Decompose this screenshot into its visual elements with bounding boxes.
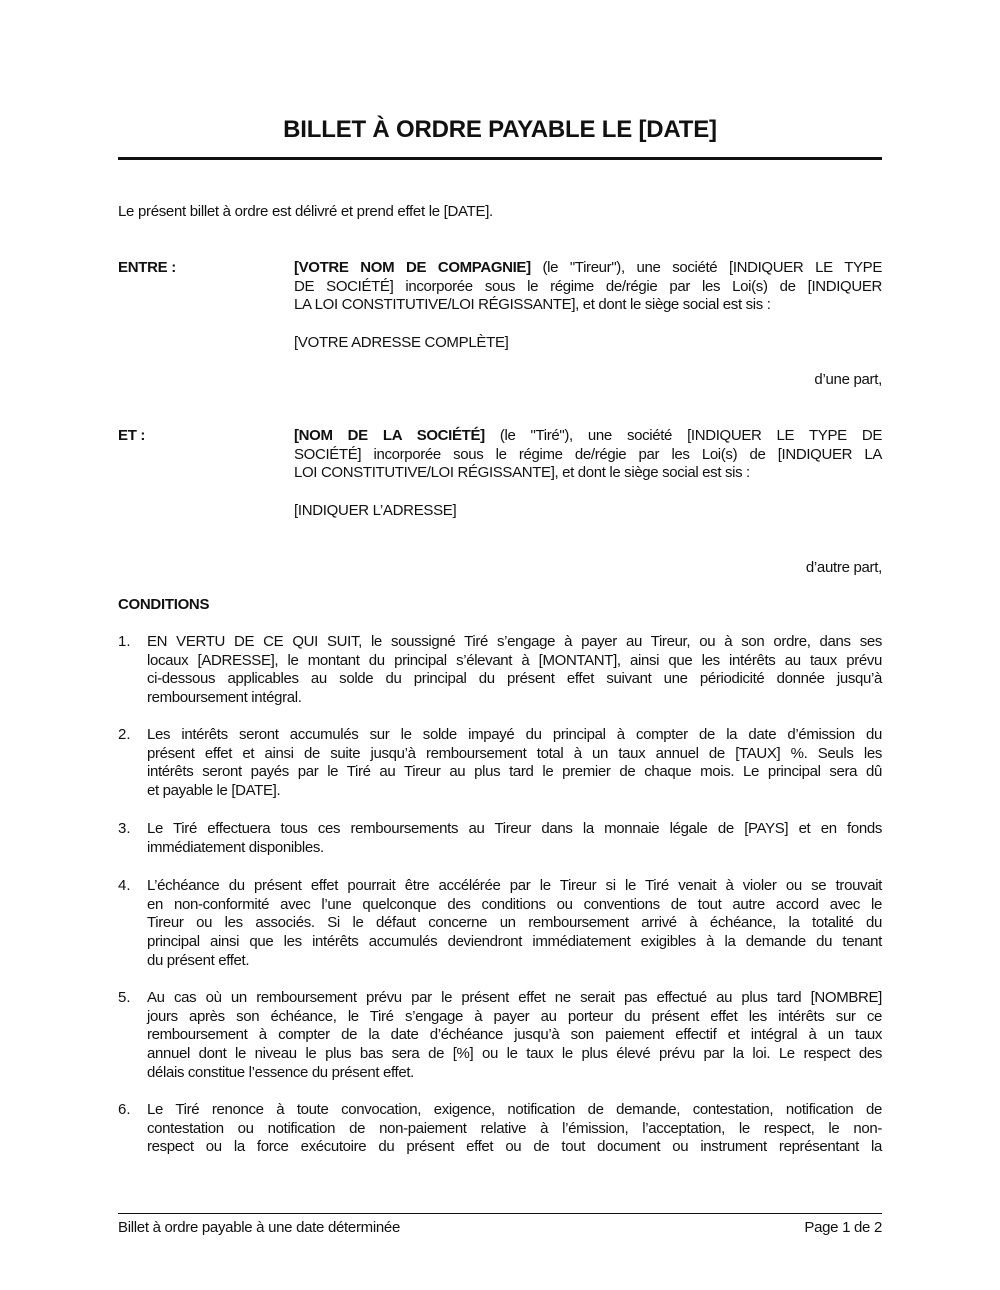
condition-line: Au cas où un remboursement prévu par le présent effet ne serait pas effectué au plus tard [NOMBRE]	[147, 989, 882, 1006]
condition-line: intérêts seront payés par le Tiré au Tireur au plus tard le premier de chaque mois. Le principal sera dû	[147, 763, 882, 781]
condition-item	[147, 1101, 882, 1157]
party-name: [NOM DE LA SOCIÉTÉ]	[294, 427, 485, 444]
party-line-text: (le "Tireur"), une société [INDIQUER LE TYPE	[530, 259, 882, 276]
condition-number: 6.	[118, 1101, 131, 1118]
condition-line: EN VERTU DE CE QUI SUIT, le soussigné Tiré s’engage à payer au Tireur, ou à son ordre, dans ses	[147, 633, 882, 650]
party-label-et: ET :	[118, 427, 146, 444]
condition-line: annuel dont le niveau le plus bas sera de [%] ou le taux le plus élevé prévu par la loi. Le respect des	[147, 1045, 882, 1063]
party-address: [INDIQUER L’ADRESSE]	[294, 502, 457, 519]
footer-title: Billet à ordre payable à une date déterminée	[118, 1219, 400, 1236]
footer-page-number: Page 1 de 2	[804, 1219, 882, 1236]
condition-item	[147, 726, 882, 801]
condition-line: Le Tiré effectuera tous ces remboursements au Tireur dans la monnaie légale de [PAYS] et en fonds	[147, 820, 882, 837]
document-title: BILLET À ORDRE PAYABLE LE [DATE]	[283, 116, 717, 143]
condition-line: Tireur ou les associés. Si le défaut concerne un remboursement arrivé à échéance, la totalité du	[147, 914, 882, 932]
condition-line: remboursement intégral.	[147, 689, 302, 707]
condition-item	[147, 989, 882, 1082]
condition-item	[147, 820, 882, 857]
condition-line: du présent effet.	[147, 951, 250, 969]
condition-line: locaux [ADRESSE], le montant du principal s’élevant à [MONTANT], ainsi que les intérêts au taux prévu	[147, 651, 882, 669]
party-address: [VOTRE ADRESSE COMPLÈTE]	[294, 334, 509, 351]
condition-line: respect ou la force exécutoire du présent effet ou de tout document ou instrument représentant la	[147, 1138, 882, 1156]
condition-number: 4.	[118, 877, 131, 894]
party-name: [VOTRE NOM DE COMPAGNIE]	[294, 259, 531, 276]
condition-line: Le Tiré renonce à toute convocation, exigence, notification de demande, contestation, notification de	[147, 1101, 882, 1118]
party-closing: d’une part,	[814, 371, 882, 388]
condition-line: remboursement à compter de la date d’échéance jusqu’à son paiement effectif et intégral à un taux	[147, 1026, 882, 1044]
party-line: LA LOI CONSTITUTIVE/LOI RÉGISSANTE], et dont le siège social est sis :	[294, 296, 771, 314]
party-line: SOCIÉTÉ] incorporée sous le régime de/régie par les Loi(s) de [INDIQUER LA	[294, 445, 882, 463]
title-divider	[118, 157, 882, 160]
intro-text: Le présent billet à ordre est délivré et prend effet le [DATE].	[118, 203, 493, 220]
party-line-text: (le "Tiré"), une société [INDIQUER LE TYPE DE	[484, 427, 882, 444]
condition-line: contestation ou notification de non-paiement relative à l’émission, l’acceptation, le respect, le non-	[147, 1119, 882, 1137]
condition-line: délais constitue l’essence du présent effet.	[147, 1063, 415, 1081]
condition-line: jours après son échéance, le Tiré s’engage à payer au porteur du présent effet les intérêts sur ce	[147, 1007, 882, 1025]
party-line: LOI CONSTITUTIVE/LOI RÉGISSANTE], et dont le siège social est sis :	[294, 464, 750, 482]
condition-item	[147, 633, 882, 708]
party-line	[294, 259, 882, 278]
condition-number: 5.	[118, 989, 131, 1006]
party-label-entre: ENTRE :	[118, 259, 176, 276]
condition-line: immédiatement disponibles.	[147, 838, 324, 856]
condition-line: principal ainsi que les intérêts accumulés deviendront immédiatement exigibles à la demande du tenant	[147, 933, 882, 951]
condition-line: L’échéance du présent effet pourrait être accélérée par le Tireur si le Tiré venait à violer ou se trouvait	[147, 877, 882, 894]
condition-line: et payable le [DATE].	[147, 782, 281, 800]
condition-number: 3.	[118, 820, 131, 837]
party-closing: d’autre part,	[805, 559, 882, 576]
party-description-tireur	[294, 259, 882, 315]
condition-line: présent effet et ainsi de suite jusqu’à remboursement total à un taux annuel de [TAUX] %. Seuls les	[147, 744, 882, 762]
condition-line: en non-conformité avec l’une quelconque des conditions ou conventions de tout autre accord avec le	[147, 895, 882, 913]
party-line: DE SOCIÉTÉ] incorporée sous le régime de/régie par les Loi(s) de [INDIQUER	[294, 277, 882, 295]
party-line	[294, 427, 882, 446]
condition-number: 1.	[118, 633, 131, 650]
condition-line: ci-dessous applicables au solde du principal du présent effet suivant une périodicité donnée jusqu’à	[147, 670, 882, 688]
party-description-tire	[294, 427, 882, 483]
footer-divider	[118, 1213, 882, 1214]
condition-line: Les intérêts seront accumulés sur le solde impayé du principal à compter de la date d’émission du	[147, 726, 882, 743]
conditions-heading: CONDITIONS	[118, 596, 210, 613]
condition-item	[147, 877, 882, 970]
condition-number: 2.	[118, 726, 131, 743]
